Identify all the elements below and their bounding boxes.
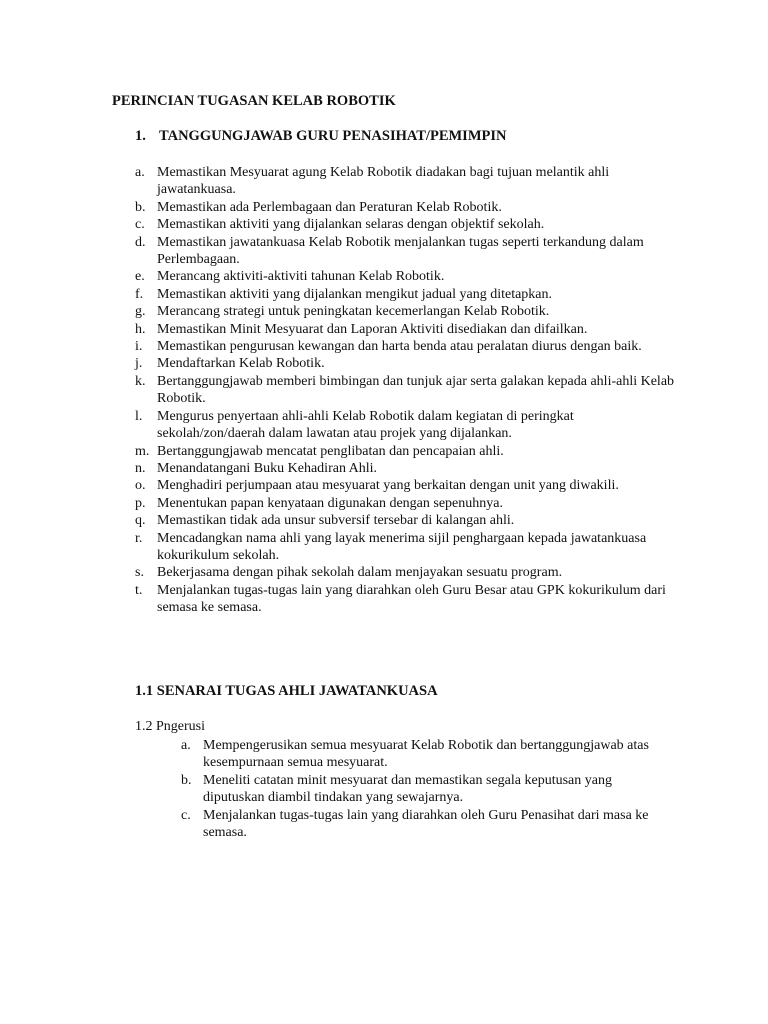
list-item (181, 807, 651, 842)
list-item-text: Memastikan aktiviti yang dijalankan mengikut jadual yang ditetapkan. (157, 286, 553, 302)
list-marker: e. (135, 269, 145, 285)
list-item-text: Merancang aktiviti-aktiviti tahunan Kelab Robotik. (157, 269, 445, 285)
list-item-text: Memastikan pengurusan kewangan dan harta benda atau peralatan diurus dengan baik. (157, 339, 642, 355)
list-marker: k. (135, 373, 146, 389)
list-item (135, 582, 675, 617)
list-item (135, 338, 675, 355)
list-item-text: Menandatangani Buku Kehadiran Ahli. (157, 460, 378, 476)
subsection-label: 1.2 Pngerusi (135, 719, 205, 734)
list-marker: d. (135, 234, 146, 250)
list-item-text: Bertanggungjawab mencatat penglibatan dan pencapaian ahli. (157, 443, 504, 459)
list-item (181, 772, 651, 807)
list-item (135, 460, 675, 477)
list-item-text: Merancang strategi untuk peningkatan kecemerlangan Kelab Robotik. (157, 304, 550, 320)
list-item (135, 564, 675, 581)
list-marker: h. (135, 321, 146, 337)
page-title: PERINCIAN TUGASAN KELAB ROBOTIK (112, 93, 396, 109)
section-heading-text: TANGGUNGJAWAB GURU PENASIHAT/PEMIMPIN (159, 128, 507, 144)
list-item-text: Menjalankan tugas-tugas lain yang diarahkan oleh Guru Besar atau GPK kokurikulum dari semasa ke semasa. (157, 582, 666, 616)
list-marker: r. (135, 530, 143, 546)
list-item-text: Menjalankan tugas-tugas lain yang diarahkan oleh Guru Penasihat dari masa ke semasa. (203, 807, 649, 841)
list-item-text: Mencadangkan nama ahli yang layak menerima sijil penghargaan kepada jawatankuasa kokurikulum sekolah. (157, 530, 647, 563)
list-marker: b. (135, 199, 146, 215)
list-marker: c. (181, 807, 191, 823)
list-item (135, 355, 675, 372)
list-marker: n. (135, 460, 146, 476)
list-marker: c. (135, 217, 145, 233)
list-item (135, 234, 675, 269)
list-marker: j. (135, 356, 143, 372)
list-item (135, 477, 675, 494)
list-marker: s. (135, 565, 144, 581)
list-item (135, 164, 675, 199)
list-item (135, 268, 675, 285)
list-marker: t. (135, 582, 143, 598)
list-item-text: Mengurus penyertaan ahli-ahli Kelab Robotik dalam kegiatan di peringkat sekolah/zon/daerah dalam lawatan atau projek yang dijalankan. (157, 408, 574, 442)
list-item (135, 530, 675, 565)
list-item (135, 512, 675, 529)
list-item-text: Bertanggungjawab memberi bimbingan dan tunjuk ajar serta galakan kepada ahli-ahli Kelab Robotik. (157, 373, 675, 407)
list-item-text: Mendaftarkan Kelab Robotik. (157, 356, 325, 372)
list-item-text: Menentukan papan kenyataan digunakan dengan sepenuhnya. (157, 495, 503, 511)
list-marker: p. (135, 495, 146, 511)
list-item-text: Meneliti catatan minit mesyuarat dan memastikan segala keputusan yang diputuskan diambil tindakan yang sewajarnya. (203, 772, 612, 806)
list-item (135, 408, 675, 443)
list-item-text: Memastikan Mesyuarat agung Kelab Robotik diadakan bagi tujuan melantik ahli jawatankuasa. (157, 165, 610, 198)
list-item (135, 495, 675, 512)
list-item (135, 286, 675, 303)
list-item (181, 737, 651, 772)
list-marker: o. (135, 478, 146, 494)
list-marker: g. (135, 304, 146, 320)
list-marker: a. (181, 738, 191, 753)
list-item (135, 216, 675, 233)
list-marker: i. (135, 339, 143, 355)
list-item (135, 443, 675, 460)
list-item (135, 373, 675, 408)
list-item-text: Memastikan Minit Mesyuarat dan Laporan Aktiviti disediakan dan difailkan. (157, 321, 588, 337)
chairman-duty-list (181, 737, 651, 841)
list-item (135, 321, 675, 338)
subsection-heading: 1.1 SENARAI TUGAS AHLI JAWATANKUASA (135, 683, 438, 699)
duty-list (135, 164, 675, 617)
list-item (135, 199, 675, 216)
section-number: 1. (135, 128, 146, 144)
list-item-text: Bekerjasama dengan pihak sekolah dalam menjayakan sesuatu program. (157, 565, 563, 581)
list-item-text: Menghadiri perjumpaan atau mesyuarat yang berkaitan dengan unit yang diwakili. (157, 478, 619, 494)
list-item-text: Memastikan ada Perlembagaan dan Peraturan Kelab Robotik. (157, 199, 502, 215)
list-marker: m. (135, 443, 150, 459)
section-heading (135, 128, 506, 145)
list-marker: a. (135, 165, 145, 180)
list-item-text: Memastikan tidak ada unsur subversif tersebar di kalangan ahli. (157, 513, 515, 529)
list-item-text: Memastikan jawatankuasa Kelab Robotik menjalankan tugas seperti terkandung dalam Perlembagaan. (157, 234, 644, 268)
list-item-text: Memastikan aktiviti yang dijalankan selaras dengan objektif sekolah. (157, 217, 545, 233)
list-item (135, 303, 675, 320)
list-marker: l. (135, 408, 143, 424)
list-marker: f. (135, 286, 144, 302)
list-marker: b. (181, 772, 192, 788)
list-marker: q. (135, 513, 146, 529)
list-item-text: Mempengerusikan semua mesyuarat Kelab Robotik dan bertanggungjawab atas kesempurnaan semua mesyuarat. (203, 738, 649, 771)
